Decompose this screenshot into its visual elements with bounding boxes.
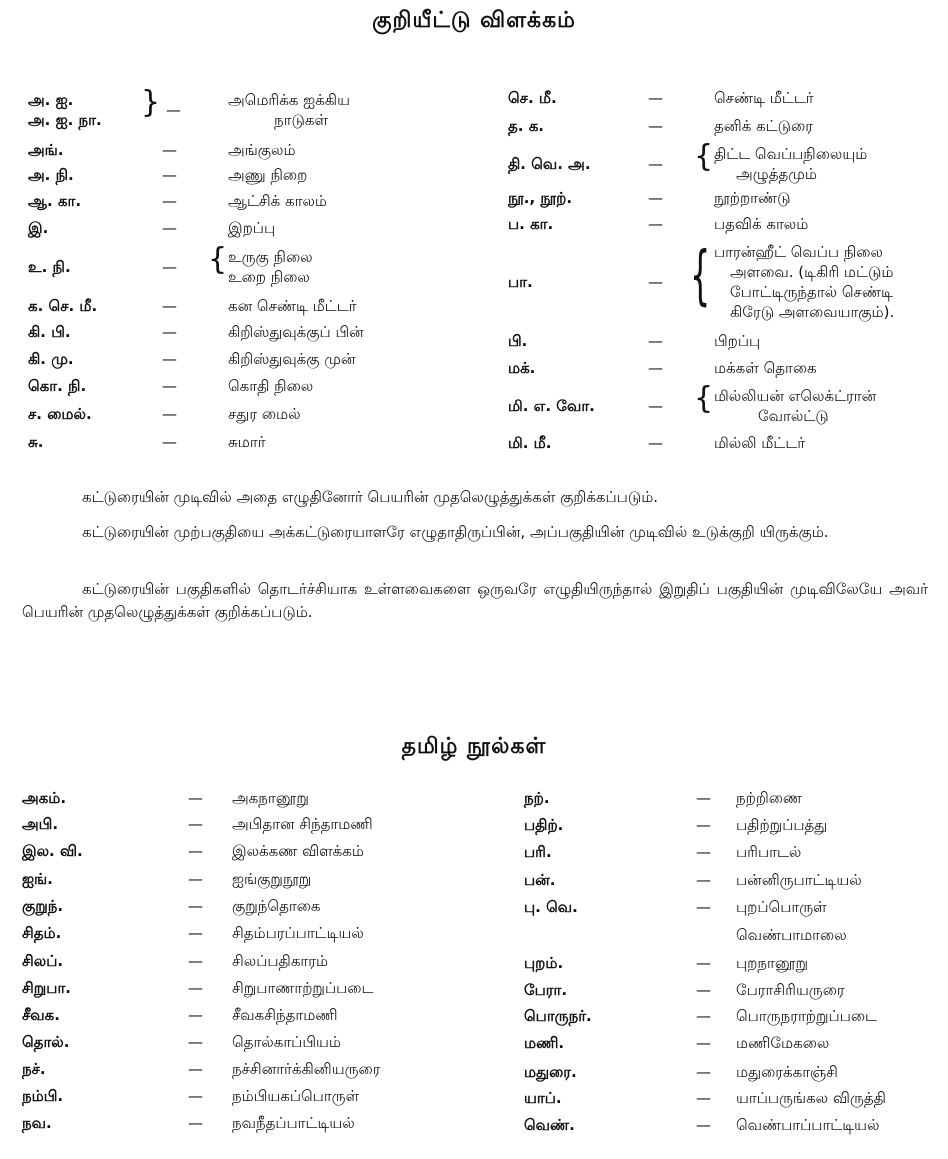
book-abbr: பொருநர். [524,1007,592,1025]
dash: — [696,954,711,972]
book-title: அபிதான சிந்தாமணி [232,815,373,833]
book-abbr: பதிற். [524,816,564,834]
abbr-meaning: அங்குலம் [228,141,296,159]
book-abbr: சிதம். [22,924,62,942]
abbr-meaning: நூற்றாண்டு [714,189,791,207]
dash: — [188,1087,203,1105]
dash: — [648,434,663,452]
left-brace-icon: { [690,239,711,313]
book-abbr: சிறுபா. [22,979,71,997]
book-title: பொருநராற்றுப்படை [736,1007,877,1025]
dash: — [162,166,177,184]
abbr-key: மக். [508,359,536,377]
dash: — [696,1034,711,1052]
abbr-meaning-2: அளவை. (டிகிரி மட்டும் [730,263,894,281]
book-title: நற்றிணை [736,789,803,807]
abbr-key: ஆ. கா. [28,192,82,210]
abbr-key-2: அ. ஐ. நா. [28,111,102,129]
book-title: புறநானூறு [736,954,809,972]
abbr-key: இ. [28,219,49,237]
dash: — [162,192,177,210]
book-title: சிதம்பரப்பாட்டியல் [232,924,364,942]
dash: — [162,141,177,159]
abbr-key: நூ., நூற். [508,189,573,207]
book-abbr: நச். [22,1060,46,1078]
dash: — [188,979,203,997]
abbr-meaning: மில்லி மீட்டர் [714,434,806,452]
book-title: நச்சினார்க்கினியருரை [232,1060,381,1078]
abbr-meaning-2: நாடுகள் [274,111,328,129]
book-abbr: பேரா. [524,981,568,999]
book-abbr: வெண். [524,1116,575,1134]
book-title: குறுந்தொகை [232,897,321,915]
abbr-key: பி. [508,332,528,350]
dash: — [696,816,711,834]
abbr-meaning: கிறிஸ்துவுக்குப் பின் [228,323,364,341]
book-abbr: நவ. [22,1114,52,1132]
dash: — [648,215,663,233]
abbr-meaning-2: உறை நிலை [228,268,310,286]
dash: — [696,1007,711,1025]
dash: — [188,924,203,942]
dash: — [188,897,203,915]
abbr-meaning: சுமார் [228,433,266,451]
book-title: யாப்பருங்கல விருத்தி [736,1089,886,1107]
left-brace-icon: { [208,242,228,277]
abbr-meaning: திட்ட வெப்பநிலையும் [714,145,868,163]
abbr-meaning-3: போட்டிருந்தால் செண்டி [730,283,893,301]
note-paragraph: கட்டுரையின் முற்பகுதியை அக்கட்டுரையாளரே எழுதாதிருப்பின், அப்பகுதியின் முடிவில் உடுக்குறி யிருக்கும். [82,523,829,541]
abbr-key: மி. மீ. [508,434,552,452]
book-abbr: சிலப். [22,952,64,970]
abbr-meaning: கிறிஸ்துவுக்கு முன் [228,350,356,368]
abbr-meaning-2: வோல்ட்டு [758,407,829,425]
abbr-meaning: தனிக் கட்டுரை [714,117,813,135]
abbr-key: மி. எ. வோ. [508,397,595,415]
abbr-meaning: சதுர மைல் [228,405,301,423]
dash: — [648,155,663,173]
abbr-key: ப. கா. [508,215,554,233]
book-title: அகநானூறு [232,789,309,807]
abbr-meaning: அணு நிறை [228,166,308,184]
book-abbr: சீவக. [22,1006,60,1024]
dash: — [162,377,177,395]
dash: — [696,1089,711,1107]
dash: — [162,433,177,451]
dash: — [188,952,203,970]
book-title: சீவகசிந்தாமணி [232,1006,338,1024]
dash: — [696,871,711,889]
dash: — [162,405,177,423]
note-paragraph: கட்டுரையின் பகுதிகளில் தொடர்ச்சியாக உள்ளவைகளை ஒருவரே எழுதியிருந்தால் இறுதிப் பகுதியின் முடிவிலேயே அவர் பெயரின் முதலெழுத்துக்கள் குறிக்கப்படும். [22,580,928,621]
dash: — [166,101,181,119]
dash: — [162,297,177,315]
section1-title: குறியீட்டு விளக்கம் [372,8,576,33]
abbr-key: கி. மு. [28,350,74,368]
abbr-key: கொ. நி. [28,377,87,395]
book-abbr: நற். [524,789,550,807]
abbr-meaning: கொதி நிலை [228,377,314,395]
abbr-key: க. செ. மீ. [28,297,98,315]
dash: — [188,1060,203,1078]
dash: — [188,789,203,807]
dash: — [162,258,177,276]
dash: — [696,898,711,916]
book-title-2: வெண்பாமாலை [736,926,847,944]
abbr-meaning: இறப்பு [228,219,276,237]
abbr-meaning: உருகு நிலை [228,248,313,266]
dash: — [696,843,711,861]
book-title: பன்னிருபாட்டியல் [736,871,862,889]
left-brace-icon: { [694,139,714,174]
book-abbr: பு. வெ. [524,898,578,916]
dash: — [696,1063,711,1081]
abbr-key: உ. நி. [28,258,71,276]
book-abbr: குறுந். [22,897,64,915]
dash: — [162,323,177,341]
book-title: பரிபாடல் [736,843,802,861]
abbr-meaning: மில்லியன் எலெக்ட்ரான் [714,387,877,405]
abbr-meaning: பிறப்பு [714,332,761,350]
dash: — [648,89,663,107]
book-title: சிலப்பதிகாரம் [232,952,329,970]
dash: — [696,981,711,999]
book-abbr: மதுரை. [524,1063,577,1081]
dash: — [648,189,663,207]
book-title: நம்பியகப்பொருள் [232,1087,360,1105]
abbr-key: ச. மைல். [28,405,92,423]
book-abbr: புறம். [524,954,564,972]
left-brace-icon: { [694,381,714,416]
dash: — [188,1033,203,1051]
book-abbr: அகம். [22,789,67,807]
abbr-meaning-4: கிரேடு அளவையாகும்). [730,303,895,321]
book-title: பதிற்றுப்பத்து [736,816,828,834]
dash: — [188,815,203,833]
dash: — [162,350,177,368]
book-title: இலக்கண விளக்கம் [232,842,364,860]
book-abbr: பன். [524,871,556,889]
book-title: வெண்பாப்பாட்டியல் [736,1116,880,1134]
abbr-key: அ. நி. [28,166,74,184]
abbr-key: பா. [508,273,533,291]
book-abbr: மணி. [524,1034,565,1052]
book-abbr: இல. வி. [22,842,83,860]
abbr-meaning-2: அழுத்தமும் [736,165,817,183]
section2-title: தமிழ் நூல்கள் [401,734,547,759]
dash: — [188,1114,203,1132]
book-title: சிறுபாணாற்றுப்படை [232,979,374,997]
abbr-key: த. க. [508,117,544,135]
dash: — [648,359,663,377]
book-abbr: தொல். [22,1033,70,1051]
dash: — [648,397,663,415]
abbr-key: அ. ஐ. [28,91,74,109]
note-paragraph: கட்டுரையின் முடிவில் அதை எழுதினோர் பெயரின் முதலெழுத்துக்கள் குறிக்கப்படும். [82,488,659,506]
right-brace-icon: } [141,85,161,120]
book-title: நவநீதப்பாட்டியல் [232,1114,355,1132]
abbr-meaning: மக்கள் தொகை [714,359,817,377]
book-title: தொல்காப்பியம் [232,1033,341,1051]
abbr-meaning: பதவிக் காலம் [714,215,809,233]
abbr-meaning: செண்டி மீட்டர் [714,89,814,107]
abbr-key: செ. மீ. [508,89,557,107]
dash: — [188,1006,203,1024]
abbr-key: தி. வெ. அ. [508,155,591,173]
book-title: புறப்பொருள் [736,898,827,916]
abbr-key: கி. பி. [28,323,71,341]
abbr-meaning: கன செண்டி மீட்டர் [228,297,357,315]
dash: — [162,219,177,237]
abbr-key: சு. [28,433,44,451]
dash: — [648,332,663,350]
book-abbr: ஐங். [22,870,53,888]
abbr-meaning: பாரன்ஹீட் வெப்ப நிலை [714,243,883,261]
abbr-meaning: ஆட்சிக் காலம் [228,192,327,210]
abbr-key: அங். [28,141,64,159]
book-abbr: பரி. [524,843,552,861]
book-abbr: அபி. [22,815,59,833]
book-title: மணிமேகலை [736,1034,830,1052]
dash: — [648,273,663,291]
book-abbr: யாப். [524,1089,562,1107]
dash: — [696,1116,711,1134]
dash: — [188,870,203,888]
book-title: மதுரைக்காஞ்சி [736,1063,838,1081]
dash: — [188,842,203,860]
dash: — [696,789,711,807]
book-title: பேராசிரியருரை [736,981,845,999]
dash: — [648,117,663,135]
abbr-meaning: அமெரிக்க ஐக்கிய [228,91,350,109]
book-title: ஐங்குறுநூறு [232,870,312,888]
book-abbr: நம்பி. [22,1087,64,1105]
